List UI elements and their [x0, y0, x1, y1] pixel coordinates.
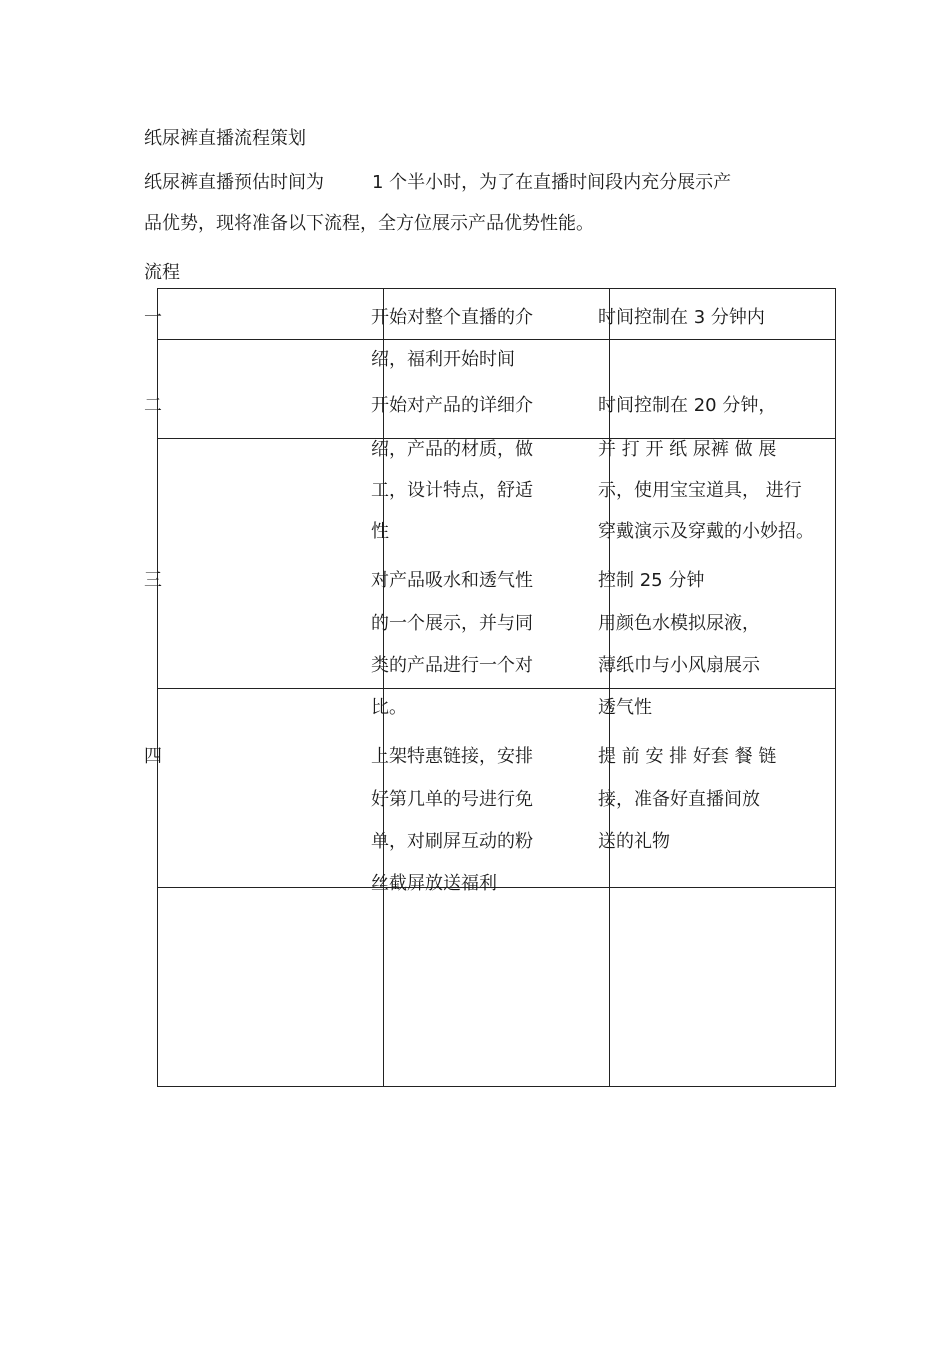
- step-content-line: 绍，福利开始时间: [371, 349, 515, 370]
- step-time-line: 接，准备好直播间放: [598, 789, 760, 810]
- step-content-line: 类的产品进行一个对: [371, 655, 533, 676]
- row-divider: [157, 339, 836, 340]
- step-time-line: 时间控制在 3 分钟内: [598, 307, 765, 328]
- step-content-line: 性: [371, 521, 389, 542]
- step-content-line: 绍，产品的材质，做: [371, 439, 533, 460]
- step-content-line: 比。: [371, 697, 407, 718]
- document-title: 纸尿裤直播流程策划: [144, 128, 306, 149]
- step-time-line: 透气性: [598, 697, 652, 718]
- step-number: 四: [144, 746, 162, 767]
- step-time-line: 提 前 安 排 好套 餐 链: [598, 746, 777, 767]
- step-time-line: 用颜色水模拟尿液，: [598, 613, 760, 634]
- step-content-line: 开始对产品的详细介: [371, 395, 533, 416]
- step-time-line: 时间控制在 20 分钟，: [598, 395, 777, 416]
- step-number: 二: [144, 395, 162, 416]
- step-number: 三: [144, 570, 162, 591]
- step-content-line: 对产品吸水和透气性: [371, 570, 533, 591]
- step-content-line: 单，对刷屏互动的粉: [371, 831, 533, 852]
- row-divider: [157, 688, 836, 689]
- step-content-line: 好第几单的号进行免: [371, 789, 533, 810]
- step-time-line: 控制 25 分钟: [598, 570, 705, 591]
- step-time-line: 穿戴演示及穿戴的小妙招。: [598, 521, 814, 542]
- step-content-line: 丝截屏放送福利: [371, 873, 497, 894]
- intro-text-part2: 1 个半小时，为了在直播时间段内充分展示产: [372, 172, 732, 193]
- step-time-line: 示，使用宝宝道具， 进行: [598, 480, 802, 501]
- step-time-line: 并 打 开 纸 尿裤 做 展: [598, 439, 777, 460]
- intro-text-line2: 品优势，现将准备以下流程，全方位展示产品优势性能。: [144, 213, 594, 234]
- step-number: 一: [144, 307, 162, 328]
- step-content-line: 开始对整个直播的介: [371, 307, 533, 328]
- step-content-line: 的一个展示，并与同: [371, 613, 533, 634]
- step-time-line: 送的礼物: [598, 831, 670, 852]
- intro-text-part1: 纸尿裤直播预估时间为: [144, 172, 324, 193]
- step-content-line: 上架特惠链接，安排: [371, 746, 533, 767]
- step-time-line: 薄纸巾与小风扇展示: [598, 655, 760, 676]
- flow-label: 流程: [144, 262, 180, 283]
- step-content-line: 工，设计特点，舒适: [371, 480, 533, 501]
